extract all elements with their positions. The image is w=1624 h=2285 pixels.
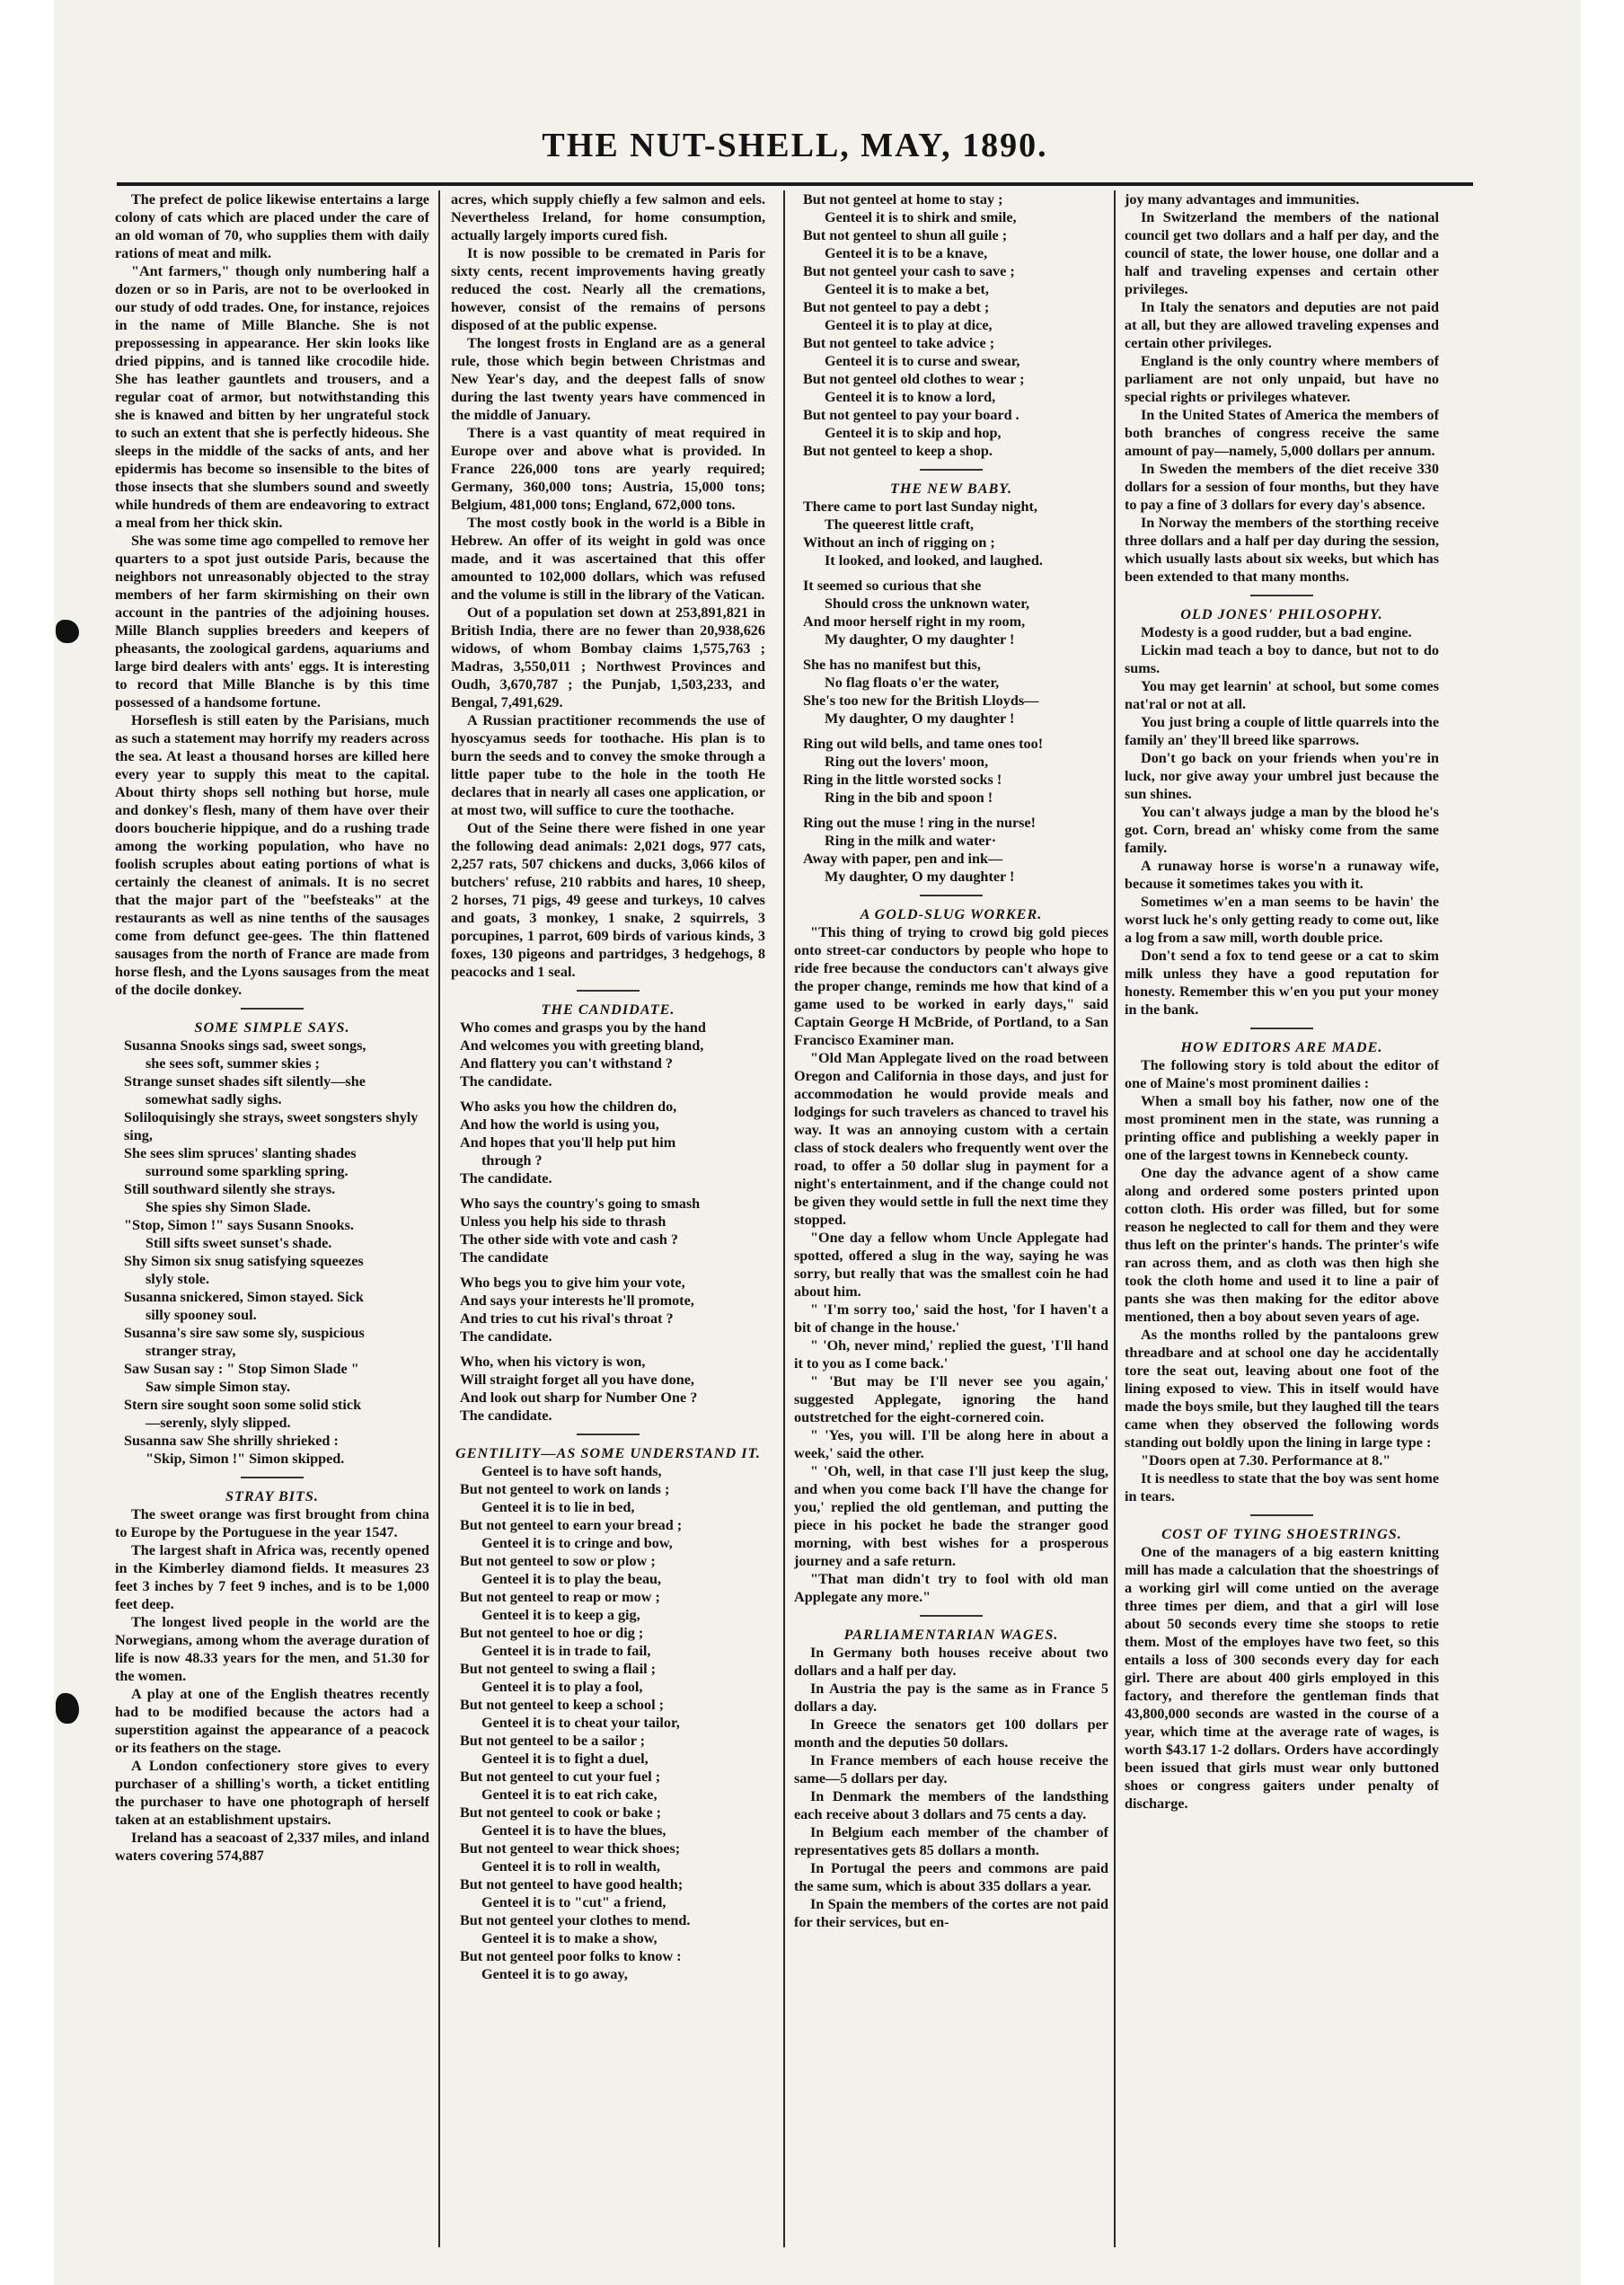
poem-line: But not genteel at home to stay ; <box>803 191 1003 207</box>
article-paragraph: It is needless to state that the boy was sent home in tears. <box>1125 1470 1439 1504</box>
poem-line: It looked, and looked, and laughed. <box>825 552 1043 569</box>
article-paragraph: It is now possible to be cremated in Paris for sixty cents, recent improvements having greatly reduced the cost. Nearly all the cremations, however, consist of the remains of persons disposed of at the public expense. <box>451 245 765 333</box>
poem-line: No flag floats o'er the water, <box>825 675 1000 691</box>
article-paragraph: The following story is told about the editor of one of Maine's most prominent dailies : <box>1125 1057 1439 1091</box>
article-paragraph: In Norway the members of the storthing receive three dollars and a half per day during the session, which usually lasts about six weeks, but which has been extended to that many months. <box>1125 515 1439 585</box>
poem-line: There came to port last Sunday night, <box>803 498 1037 515</box>
article-paragraph: "Ant farmers," though only numbering half a dozen or so in Paris, are not to be overlooked in our study of odd trades. One, for instance, rejoices in the name of Mille Blanche. She is not prepossessing in appearance. Her skin looks like dried pippins, and is tanned like crocodile hide. She has leather gauntlets and trousers, and a regular coat of armor, but notwithstanding this she is knawed and bitten by her ungrateful stock to such an extent that she is perfectly hideous. She sleeps in the middle of the sacks of ants, and her epidermis has become so insensible to the bites of those insects that she slumbers sound and sweetly while hundreds of them are endeavoring to extract a meal from her thick skin. <box>115 263 429 531</box>
poem-line: Saw simple Simon stay. <box>146 1379 291 1395</box>
article-paragraph: The prefect de police likewise entertains a large colony of cats which are placed under the care of an old woman of 70, who supplies them with daily rations of meat and milk. <box>115 191 429 261</box>
scan-margin <box>0 0 54 2285</box>
article-paragraph: You can't always judge a man by the blood he's got. Corn, bread an' whisky come from the same family. <box>1125 804 1439 856</box>
section-title-shoestrings: COST OF TYING SHOESTRINGS. <box>1161 1526 1402 1542</box>
poem-line: But not genteel to swing a flail ; <box>460 1661 657 1677</box>
poem-line: She has no manifest but this, <box>803 657 981 673</box>
column-rule-2 <box>783 190 785 2247</box>
article-paragraph: A runaway horse is worse'n a runaway wife, because it sometimes takes you with it. <box>1125 858 1439 892</box>
masthead-rule <box>117 182 1473 186</box>
poem-line: Genteel it is to have the blues, <box>481 1822 666 1839</box>
poem-line: Shy Simon six snug satisfying squeezes <box>124 1253 364 1269</box>
poem-line: And how the world is using you, <box>460 1116 659 1133</box>
article-paragraph: A play at one of the English theatres recently had to be modified because the actors had a superstition against the appearance of a peacock or its feathers on the stage. <box>115 1686 429 1756</box>
poem-line: Strange sunset shades sift silently—she <box>124 1073 366 1090</box>
poem-line: Should cross the unknown water, <box>825 596 1030 612</box>
column-2 <box>451 190 765 2256</box>
poem-line: Susanna saw She shrilly shrieked : <box>124 1433 339 1449</box>
poem-line: My daughter, O my daughter ! <box>825 869 1015 885</box>
poem-line: Genteel it is to go away, <box>481 1966 628 1982</box>
section-title-parliamentarian-wages: PARLIAMENTARIAN WAGES. <box>843 1627 1059 1643</box>
article-paragraph: Don't go back on your friends when you're in luck, nor give away your umbrel just because the sun shines. <box>1125 750 1439 802</box>
poem-line: And moor herself right in my room, <box>803 613 1026 630</box>
section-divider <box>1250 595 1313 596</box>
section-divider <box>920 1615 983 1617</box>
poem-line: She spies shy Simon Slade. <box>146 1199 311 1215</box>
article-paragraph: The most costly book in the world is a Bible in Hebrew. An offer of its weight in gold was once made, and it was ascertained that this offer amounted to 102,000 dollars, which was refused and the volume is still in the library of the Vatican. <box>451 515 765 603</box>
article-paragraph: The largest shaft in Africa was, recently opened in the Kimberley diamond fields. It measures 23 feet 3 inches by 7 feet 9 inches, and is to be 1,000 feet deep. <box>115 1542 429 1612</box>
poem-line: Genteel it is to play at dice, <box>825 317 993 333</box>
article-paragraph: You just bring a couple of little quarrels into the family an' they'll breed like sparrows. <box>1125 714 1439 748</box>
poem-line: Ring in the milk and water· <box>825 833 997 849</box>
poem-line: silly spooney soul. <box>146 1307 257 1323</box>
article-paragraph: In Switzerland the members of the national council get two dollars and a half per day, and the council of state, the lower house, one dollar and a half and traveling expenses and certain other privileges. <box>1125 209 1439 297</box>
poem-line: Will straight forget all you have done, <box>460 1372 694 1388</box>
poem-line: But not genteel to be a sailor ; <box>460 1733 646 1749</box>
poem-line: slyly stole. <box>146 1271 210 1287</box>
poem-line: But not genteel poor folks to know : <box>460 1948 682 1964</box>
article-paragraph: The longest lived people in the world are the Norwegians, among whom the average duration of life is now 48.33 years for the men, and 51.30 for the women. <box>115 1614 429 1684</box>
poem-line: And tries to cut his rival's throat ? <box>460 1310 674 1327</box>
poem-line: She's too new for the British Lloyds— <box>803 693 1039 709</box>
poem-refrain: The candidate. <box>460 1170 552 1187</box>
poem-line: Genteel it is to shirk and smile, <box>825 209 1017 225</box>
poem-line: It seemed so curious that she <box>803 578 982 594</box>
article-paragraph: In Greece the senators get 100 dollars per month and the deputies 50 dollars. <box>794 1716 1108 1751</box>
poem-line: But not genteel to pay a debt ; <box>803 299 990 315</box>
article-paragraph: You may get learnin' at school, but some comes nat'ral or not at all. <box>1125 678 1439 712</box>
article-paragraph: A Russian practitioner recommends the use of hyoscyamus seeds for toothache. His plan is to burn the seeds and to convey the smoke through a little paper tube to the hole in the tooth He declares that in nearly all cases one application, or at most two, will suffice to cure the toothache. <box>451 712 765 818</box>
poem-line: Genteel it is to lie in bed, <box>481 1499 635 1515</box>
poem-line: And says your interests he'll promote, <box>460 1292 694 1309</box>
article-paragraph: "Old Man Applegate lived on the road between Oregon and California in those days, and just for accommodation he would provide meals and lodgings for such travelers as chanced to travel his way. It was an annoying custom with a certain class of stock dealers who frequently went over the road, to offer a 50 dollar slug in payment for a night's entertainment, and if the change could not be given they would settle in full the next time they stopped. <box>794 1050 1108 1228</box>
section-divider <box>241 1008 304 1010</box>
article-paragraph: In Spain the members of the cortes are not paid for their services, but en- <box>794 1896 1108 1930</box>
poem-line: surround some sparkling spring. <box>146 1163 349 1179</box>
section-title-new-baby: THE NEW BABY. <box>889 481 1013 497</box>
article-paragraph: When a small boy his father, now one of the most prominent men in the state, was running a printing office and publishing a weekly paper in one of the largest towns in Kennebeck county. <box>1125 1093 1439 1163</box>
masthead: THE NUT-SHELL, MAY, 1890. <box>542 127 1048 164</box>
poem-line: she sees soft, summer skies ; <box>146 1055 320 1072</box>
poem-line: She sees slim spruces' slanting shades <box>124 1145 357 1161</box>
poem-line: But not genteel to cook or bake ; <box>460 1804 662 1821</box>
article-paragraph: Sometimes w'en a man seems to be havin' the worst luck he's only getting ready to come out, like a log from a saw mill, worth double price. <box>1125 894 1439 946</box>
poem-line: But not genteel to hoe or dig ; <box>460 1625 644 1641</box>
poem-line: Still sifts sweet sunset's shade. <box>146 1235 332 1251</box>
article-paragraph: "That man didn't try to fool with old man Applegate any more." <box>794 1571 1108 1605</box>
poem-line: But not genteel to keep a shop. <box>803 443 993 459</box>
poem-line: Genteel it is to be a knave, <box>825 245 988 261</box>
poem-line: Soliloquisingly she strays, sweet songsters shyly sing, <box>124 1109 419 1143</box>
section-divider <box>920 469 983 471</box>
poem-line: Genteel it is to make a bet, <box>825 281 989 297</box>
poem-line: And look out sharp for Number One ? <box>460 1390 698 1406</box>
article-paragraph: Don't send a fox to tend geese or a cat to skim milk unless they have a good reputation for honesty. Remember this w'en you put your money in the bank. <box>1125 948 1439 1018</box>
poem-line: Who begs you to give him your vote, <box>460 1275 685 1291</box>
poem-line: —serenly, slyly slipped. <box>146 1415 291 1431</box>
article-paragraph: She was some time ago compelled to remove her quarters to a spot just outside Paris, because the neighbors not unreasonably objected to the stray members of her farm skirmishing on their own account in the pantries of the adjoining houses. Mille Blanch supplies breeders and keepers of pheasants, the zoological gardens, aquariums and large bird dealers with ants' eggs. It is interesting to record that Mille Blanche is by this time possessed of a handsome fortune. <box>115 533 429 710</box>
poem-line: Genteel it is to make a show, <box>481 1930 658 1946</box>
poem-line: Genteel it is to roll in wealth, <box>481 1858 660 1875</box>
poem-refrain: The candidate <box>460 1249 549 1266</box>
poem-line: Genteel is to have soft hands, <box>481 1463 662 1479</box>
column-3 <box>794 190 1108 2256</box>
poem-line: But not genteel to reap or mow ; <box>460 1589 660 1605</box>
poem-line: Who asks you how the children do, <box>460 1098 677 1115</box>
section-title-gentility: GENTILITY—AS SOME UNDERSTAND IT. <box>455 1445 761 1461</box>
poem-line: Susanna's sire saw some sly, suspicious <box>124 1325 365 1341</box>
poem-line: Saw Susan say : " Stop Simon Slade " <box>124 1361 359 1377</box>
section-title-candidate: THE CANDIDATE. <box>541 1001 675 1018</box>
poem-line: But not genteel to work on lands ; <box>460 1481 670 1497</box>
section-divider <box>920 895 983 896</box>
article-paragraph: acres, which supply chiefly a few salmon and eels. Nevertheless Ireland, for home consumption, actually largely imports cured fish. <box>451 191 765 243</box>
poem-line: "Stop, Simon !" says Susann Snooks. <box>124 1217 354 1233</box>
article-paragraph: The longest frosts in England are as a general rule, those which begin between Christmas and New Year's day, and the deepest falls of snow during the last twenty years have commenced in the middle of January. <box>451 335 765 423</box>
poem-line: Without an inch of rigging on ; <box>803 534 995 551</box>
article-paragraph: In Italy the senators and deputies are not paid at all, but they are allowed traveling expenses and certain other privileges. <box>1125 299 1439 351</box>
article-paragraph: One of the managers of a big eastern knitting mill has made a calculation that the shoestrings of a working girl will come untied on the average three times per diem, and that a girl will lose about 50 seconds every time she stoops to retie them. Most of the employes have two feet, so this entails a loss of 300 seconds every day for each girl. There are about 400 girls employed in this factory, and therefore the gentleman finds that 43,800,000 seconds are wasted in the course of a year, which time at the average rate of wages, is worth $43.17 1-2 dollars. Orders have accordingly been issued that girls must wear only buttoned shoes or congress gaiters under penalty of discharge. <box>1125 1544 1439 1812</box>
poem-line: Ring in the little worsted socks ! <box>803 772 1002 788</box>
poem-line: through ? <box>481 1152 543 1169</box>
poem-line: Stern sire sought soon some solid stick <box>124 1397 362 1413</box>
poem-line: And welcomes you with greeting bland, <box>460 1037 704 1054</box>
poem-line: Genteel it is to know a lord, <box>825 389 996 405</box>
article-paragraph: In France members of each house receive the same—5 dollars per day. <box>794 1752 1108 1787</box>
article-paragraph: Out of the Seine there were fished in one year the following dead animals: 2,021 dogs, 977 cats, 2,257 rats, 507 chickens and ducks, 3,066 kilos of butchers' refuse, 210 rabbits and hares, 10 sheep, 2 horses, 71 pigs, 49 geese and turkeys, 10 calves and goats, 3 monkey, 1 snake, 2 squirrels, 3 porcupines, 1 parrot, 609 birds of various kinds, 3 foxes, 130 pigeons and partridges, 3 hedgehogs, 8 peacocks and 1 seal. <box>451 820 765 980</box>
poem-line: Still southward silently she strays. <box>124 1181 336 1197</box>
poem-line: Genteel it is in trade to fail, <box>481 1643 651 1659</box>
poem-line: somewhat sadly sighs. <box>146 1091 282 1107</box>
poem-line: But not genteel to take advice ; <box>803 335 995 351</box>
poem-line: Genteel it is to keep a gig, <box>481 1607 640 1623</box>
article-paragraph: "Doors open at 7.30. Performance at 8." <box>1141 1452 1391 1469</box>
poem-line: stranger stray, <box>146 1343 236 1359</box>
poem-line: But not genteel to shun all guile ; <box>803 227 1008 243</box>
column-rule-1 <box>438 190 440 2247</box>
poem-line: My daughter, O my daughter ! <box>825 710 1015 727</box>
article-paragraph: In the United States of America the members of both branches of congress receive the same amount of pay—namely, 5,000 dollars per annum. <box>1125 407 1439 459</box>
poem-line: But not genteel to have good health; <box>460 1876 684 1892</box>
article-paragraph: Lickin mad teach a boy to dance, but not to do sums. <box>1125 642 1439 676</box>
poem-line: Ring out wild bells, and tame ones too! <box>803 736 1044 752</box>
article-paragraph: In Germany both houses receive about two dollars and a half per day. <box>794 1645 1108 1679</box>
poem-line: But not genteel to keep a school ; <box>460 1697 665 1713</box>
poem-line: Genteel it is to curse and swear, <box>825 353 1020 369</box>
poem-line: Genteel it is to cringe and bow, <box>481 1535 673 1551</box>
poem-refrain: The candidate. <box>460 1328 552 1345</box>
poem-line: But not genteel old clothes to wear ; <box>803 371 1025 387</box>
poem-line: Who says the country's going to smash <box>460 1195 701 1212</box>
ink-blot-left-upper <box>56 620 79 643</box>
column-1 <box>115 190 429 2256</box>
article-paragraph: One day the advance agent of a show came along and ordered some posters printed upon cotton cloth. His order was filled, but for some reason he neglected to call for them and they were thus left on the printer's hands. The printer's wife ran across them, and as cloth was then high she took the cloth home and used it to line a pair of pants she was then making for the editor above mentioned, then a boy about seven years of age. <box>1125 1165 1439 1325</box>
poem-line: Ring in the bib and spoon ! <box>825 790 993 806</box>
section-divider <box>1250 1514 1313 1516</box>
article-paragraph: England is the only country where members of parliament are not only unpaid, but have no special rights or privileges whatever. <box>1125 353 1439 405</box>
poem-line: But not genteel to pay your board . <box>803 407 1019 423</box>
section-title-old-jones: OLD JONES' PHILOSOPHY. <box>1180 606 1383 622</box>
poem-new-baby <box>794 498 1108 886</box>
article-paragraph: "One day a fellow whom Uncle Applegate had spotted, offered a slug in the way, saying he was sorry, but really that was the smallest coin he had about him. <box>794 1230 1108 1300</box>
poem-line: And flattery you can't withstand ? <box>460 1055 673 1072</box>
section-divider <box>241 1477 304 1478</box>
poem-line: Genteel it is to skip and hop, <box>825 425 1002 441</box>
article-paragraph: joy many advantages and immunities. <box>1125 191 1360 207</box>
article-paragraph: As the months rolled by the pantaloons grew threadbare and at school one day he accidentally tore the seat out, leaving about one foot of the lining exposed to view. This in itself would have made the boys smile, but they laughed till the tears came when they observed the following words standing out boldly upon the lining in large type : <box>1125 1327 1439 1451</box>
poem-line: But not genteel to earn your bread ; <box>460 1517 683 1533</box>
article-paragraph: In Belgium each member of the chamber of representatives gets 85 dollars a month. <box>794 1824 1108 1858</box>
poem-line: But not genteel to wear thick shoes; <box>460 1840 681 1857</box>
poem-line: Who comes and grasps you by the hand <box>460 1019 706 1036</box>
poem-line: Ring out the lovers' moon, <box>825 754 989 770</box>
poem-gentility-continued <box>794 190 1108 460</box>
article-paragraph: " 'Oh, never mind,' replied the guest, 'I'll hand it to you as I come back.' <box>794 1337 1108 1372</box>
poem-refrain: The candidate. <box>460 1407 552 1424</box>
poem-line: The queerest little craft, <box>825 516 975 533</box>
section-title-gold-slug: A GOLD-SLUG WORKER. <box>860 906 1043 922</box>
poem-line: Ring out the muse ! ring in the nurse! <box>803 815 1037 831</box>
poem-line: But not genteel to cut your fuel ; <box>460 1769 661 1785</box>
poem-simple-says <box>115 1037 429 1468</box>
article-paragraph: " 'Oh, well, in that case I'll just keep the slug, and when you come back I'll have the change for you,' replied the old gentleman, and putting the piece in his pocket he bade the stranger good morning, with best wishes for a prosperous journey and a safe return. <box>794 1463 1108 1569</box>
article-paragraph: Horseflesh is still eaten by the Parisians, much as such a statement may horrify my readers across the sea. At least a thousand horses are killed here every year to supply this meat to the capital. About thirty shops sell nothing but horse, mule and donkey's flesh, many of them have over their doors boucherie hippique, and do a rushing trade among the working population, who have no foolish scruples about eating portions of what is certainly the cleanest of animals. It is no secret that the major part of the "beefsteaks" at the restaurants as well as nine tenths of the sausages come from defunct gee-gees. The thin flattened sausages from the north of France are made from horse flesh, and the Lyons sausages from the meat of the docile donkey. <box>115 712 429 998</box>
poem-line: Genteel it is to fight a duel, <box>481 1751 649 1767</box>
ink-blot-left-lower <box>56 1693 79 1724</box>
poem-line: Genteel it is to cheat your tailor, <box>481 1715 680 1731</box>
poem-gentility <box>451 1462 765 1983</box>
poem-line: Away with paper, pen and ink— <box>803 851 1003 867</box>
poem-line: And hopes that you'll help put him <box>460 1134 676 1151</box>
article-paragraph: There is a vast quantity of meat required in Europe over and above what is provided. In France 226,000 tons are yearly required; Germany, 360,000 tons; Austria, 15,000 tons; Belgium, 481,000 tons; England, 672,000 tons. <box>451 425 765 513</box>
poem-refrain: The candidate. <box>460 1073 552 1090</box>
poem-line: My daughter, O my daughter ! <box>825 631 1015 648</box>
article-paragraph: Modesty is a good rudder, but a bad engine. <box>1141 624 1412 640</box>
poem-line: Unless you help his side to thrash <box>460 1213 666 1230</box>
section-divider <box>577 1434 640 1435</box>
poem-line: But not genteel to sow or plow ; <box>460 1553 656 1569</box>
section-divider <box>577 990 640 992</box>
article-paragraph: Out of a population set down at 253,891,821 in British India, there are no fewer than 20,938,626 widows, of whom Bombay claims 1,575,763 ; Madras, 3,550,011 ; Northwest Provinces and Oudh, 3,670,787 ; the Punjab, 1,503,233, and Bengal, 7,491,629. <box>451 604 765 710</box>
article-paragraph: "This thing of trying to crowd big gold pieces onto street-car conductors by people who hope to ride free because the conductors can't always give the proper change, reminds me how that kind of a game used to be worked in early days," said Captain George H McBride, of Portland, to a San Francisco Examiner man. <box>794 924 1108 1048</box>
poem-line: Susanna snickered, Simon stayed. Sick <box>124 1289 364 1305</box>
column-rule-3 <box>1114 190 1116 2247</box>
column-4 <box>1125 190 1439 2256</box>
article-paragraph: Ireland has a seacoast of 2,337 miles, and inland waters covering 574,887 <box>115 1830 429 1864</box>
poem-line: Susanna Snooks sings sad, sweet songs, <box>124 1037 366 1054</box>
article-paragraph: In Sweden the members of the diet receive 330 dollars for a session of four months, but they have to pay a fine of 3 dollars for every day's absence. <box>1125 461 1439 513</box>
poem-line: Genteel it is to play the beau, <box>481 1571 662 1587</box>
poem-line: But not genteel your clothes to mend. <box>460 1912 691 1928</box>
article-paragraph: The sweet orange was first brought from china to Europe by the Portuguese in the year 1547. <box>115 1506 429 1540</box>
poem-line: But not genteel your cash to save ; <box>803 263 1015 279</box>
poem-line: Genteel it is to eat rich cake, <box>481 1787 658 1803</box>
section-divider <box>1250 1028 1313 1029</box>
poem-candidate <box>451 1019 765 1425</box>
article-paragraph: In Austria the pay is the same as in France 5 dollars a day. <box>794 1681 1108 1715</box>
article-paragraph: A London confectionery store gives to every purchaser of a shilling's worth, a ticket entitling the purchaser to have one photograph of herself taken at an establishment upstairs. <box>115 1758 429 1828</box>
poem-line: The other side with vote and cash ? <box>460 1231 678 1248</box>
poem-line: Genteel it is to play a fool, <box>481 1679 643 1695</box>
article-paragraph: In Portugal the peers and commons are paid the same sum, which is about 335 dollars a year. <box>794 1860 1108 1894</box>
poem-line: "Skip, Simon !" Simon skipped. <box>146 1451 345 1467</box>
section-title-simple-says: SOME SIMPLE SAYS. <box>194 1019 350 1036</box>
poem-line: Who, when his victory is won, <box>460 1354 646 1370</box>
poem-line: Genteel it is to "cut" a friend, <box>481 1894 666 1910</box>
article-paragraph: " 'Yes, you will. I'll be along here in about a week,' said the other. <box>794 1427 1108 1461</box>
section-title-stray-bits: STRAY BITS. <box>225 1488 319 1504</box>
article-paragraph: " 'I'm sorry too,' said the host, 'for I haven't a bit of change in the house.' <box>794 1301 1108 1336</box>
article-paragraph: " 'But may be I'll never see you again,' suggested Applegate, ignoring the hand outstretched for the eight-cornered coin. <box>794 1373 1108 1425</box>
section-title-editors: HOW EDITORS ARE MADE. <box>1180 1039 1383 1055</box>
article-paragraph: In Denmark the members of the landsthing each receive about 3 dollars and 75 cents a day. <box>794 1788 1108 1822</box>
